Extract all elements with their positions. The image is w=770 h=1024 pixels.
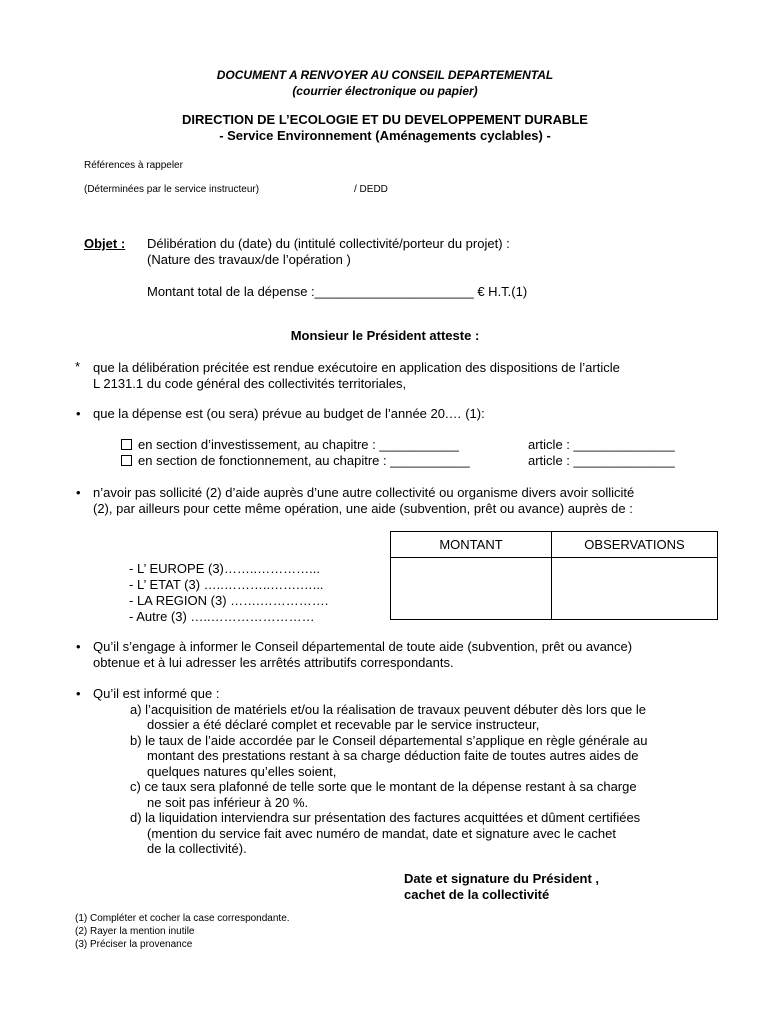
budget-bullet: •	[76, 406, 81, 421]
informed-c2: ne soit pas inférieur à 20 %.	[147, 795, 309, 810]
doc-title: DOCUMENT A RENVOYER AU CONSEIL DEPARTEMENTAL	[216, 68, 554, 82]
montant-cell[interactable]	[391, 558, 552, 620]
observations-cell[interactable]	[552, 558, 718, 620]
budget-row-investissement	[121, 437, 459, 453]
signature-line1: Date et signature du Président ,	[404, 871, 600, 886]
investissement-article: article : ______________	[528, 437, 675, 452]
objet-label: Objet :	[84, 236, 126, 251]
investissement-checkbox[interactable]	[121, 439, 132, 450]
informed-d3: de la collectivité).	[147, 841, 247, 856]
references-determined: (Déterminées par le service instructeur)	[84, 184, 260, 195]
informed-b2: montant des prestations restant à sa charge déduction faite de toutes autres aides de	[147, 748, 639, 763]
aid-line1: n’avoir pas sollicité (2) d’aide auprès d’une autre collectivité ou organisme divers avoir sollicité	[93, 485, 635, 500]
informed-bullet: •	[76, 686, 81, 701]
footnote-2: (2) Rayer la mention inutile	[75, 926, 195, 937]
direction-title: DIRECTION DE L’ECOLOGIE ET DU DEVELOPPEMENT DURABLE	[182, 112, 588, 127]
aid-bullet: •	[76, 485, 81, 500]
references-label: Références à rappeler	[84, 160, 183, 171]
aid-line2: (2), par ailleurs pour cette même opération, une aide (subvention, prêt ou avance) auprès de :	[93, 501, 633, 516]
informed-b3: quelques natures qu’elles soient,	[147, 764, 337, 779]
star-marker: *	[75, 359, 81, 374]
signature-line2: cachet de la collectivité	[404, 887, 550, 902]
col-montant-header: MONTANT	[391, 532, 552, 558]
aid-source-europe: - L’ EUROPE (3)……..…………...	[129, 561, 320, 576]
doc-subtitle: (courrier électronique ou papier)	[292, 84, 478, 98]
objet-line2: (Nature des travaux/de l’opération )	[147, 252, 351, 267]
aid-table	[390, 531, 718, 620]
informed-d2: (mention du service fait avec numéro de mandat, date et signature avec le cachet	[147, 826, 616, 841]
fonctionnement-label: en section de fonctionnement, au chapitre : ___________	[138, 453, 470, 468]
informed-a2: dossier a été déclaré complet et recevable par le service instructeur,	[147, 717, 540, 732]
investissement-label: en section d’investissement, au chapitre : ___________	[138, 437, 459, 452]
references-code: / DEDD	[354, 184, 388, 195]
star-line1: que la délibération précitée est rendue exécutoire en application des dispositions de l’article	[93, 360, 620, 375]
aid-source-region: - LA REGION (3) …….…………….	[129, 593, 329, 608]
star-line2: L 2131.1 du code général des collectivités territoriales,	[93, 376, 407, 391]
service-title: - Service Environnement (Aménagements cyclables) -	[219, 128, 551, 143]
footnote-1: (1) Compléter et cocher la case correspondante.	[75, 913, 290, 924]
objet-montant: Montant total de la dépense :______________________ € H.T.(1)	[147, 284, 528, 299]
objet-line1: Délibération du (date) du (intitulé collectivité/porteur du projet) :	[147, 236, 510, 251]
attest-title: Monsieur le Président atteste :	[290, 328, 480, 343]
budget-row-fonctionnement	[121, 453, 470, 469]
budget-line: que la dépense est (ou sera) prévue au budget de l’année 20.… (1):	[93, 406, 485, 421]
aid-source-autre: - Autre (3) …..……………………	[129, 609, 315, 624]
engage-line1: Qu’il s’engage à informer le Conseil départemental de toute aide (subvention, prêt ou avance)	[93, 639, 633, 654]
aid-source-etat: - L’ ETAT (3) …..………..…….…...	[129, 577, 324, 592]
informed-d1: d) la liquidation interviendra sur présentation des factures acquittées et dûment certifiées	[130, 810, 641, 825]
informed-b1: b) le taux de l’aide accordée par le Conseil départemental s’applique en règle générale au	[130, 733, 648, 748]
engage-line2: obtenue et à lui adresser les arrêtés attributifs correspondants.	[93, 655, 454, 670]
informed-intro: Qu’il est informé que :	[93, 686, 220, 701]
informed-c1: c) ce taux sera plafonné de telle sorte que le montant de la dépense restant à sa charge	[130, 779, 637, 794]
fonctionnement-article: article : ______________	[528, 453, 675, 468]
footnote-3: (3) Préciser la provenance	[75, 939, 193, 950]
engage-bullet: •	[76, 639, 81, 654]
col-observations-header: OBSERVATIONS	[552, 532, 718, 558]
fonctionnement-checkbox[interactable]	[121, 455, 132, 466]
informed-a1: a) l’acquisition de matériels et/ou la réalisation de travaux peuvent débuter dès lors que le	[130, 702, 646, 717]
